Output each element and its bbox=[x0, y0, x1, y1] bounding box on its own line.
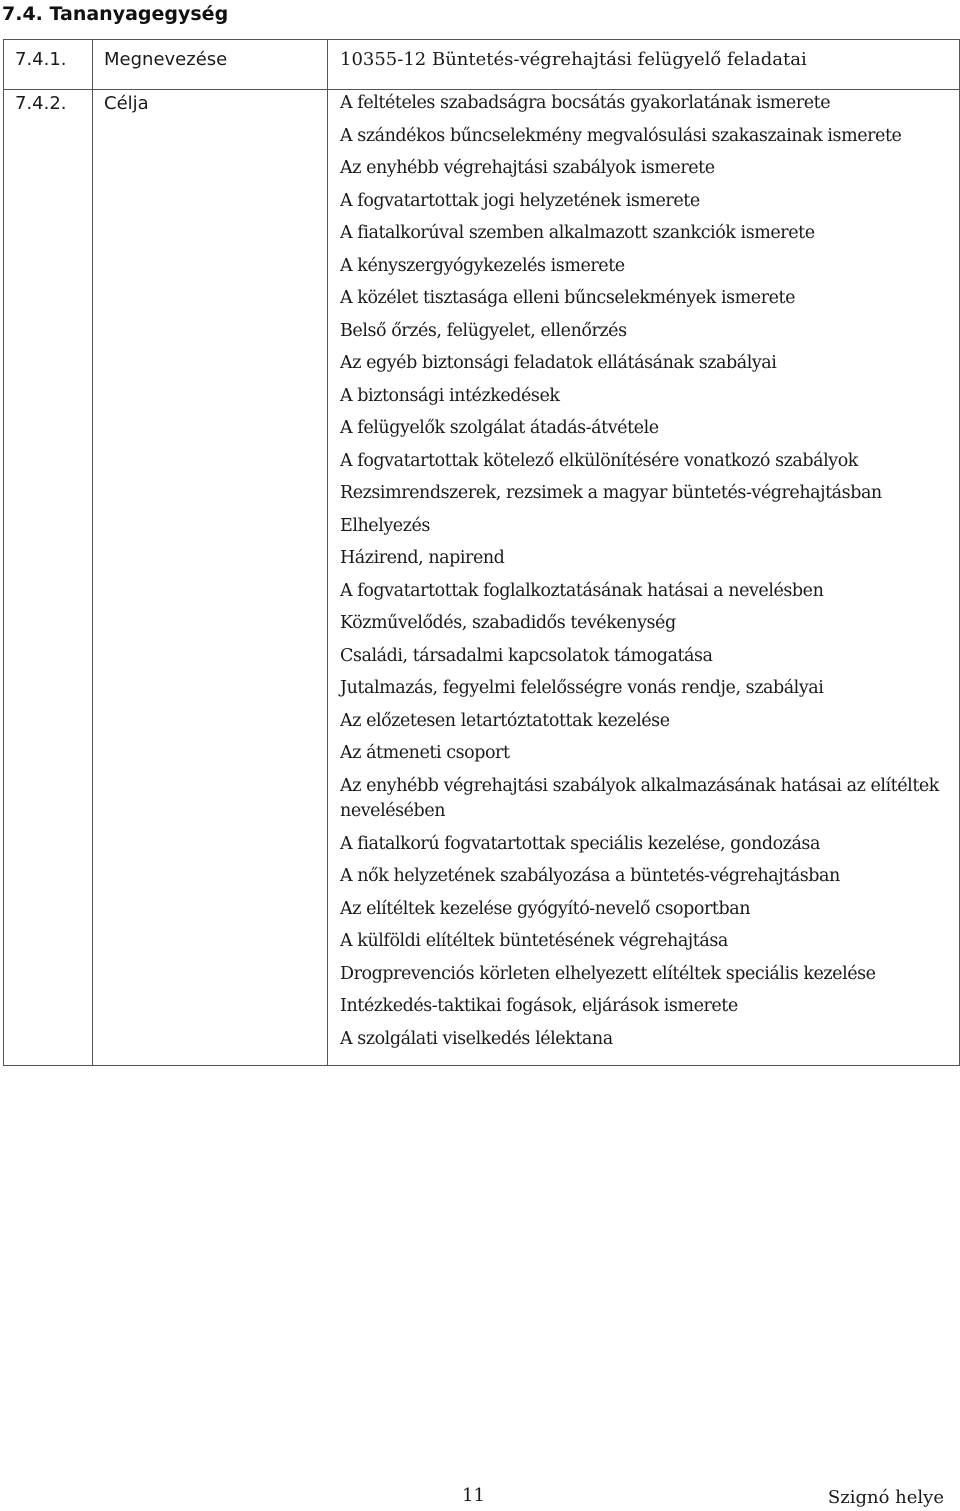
list-item: Jutalmazás, fegyelmi felelősségre vonás rendje, szabályai bbox=[340, 678, 824, 698]
list-item: Házirend, napirend bbox=[340, 548, 505, 568]
list-item: Intézkedés-taktikai fogások, eljárások ismerete bbox=[340, 996, 738, 1016]
row-number: 7.4.1. bbox=[4, 40, 93, 90]
list-item: A fogvatartottak kötelező elkülönítésére vonatkozó szabályok bbox=[340, 450, 858, 471]
list-item: A szolgálati viselkedés lélektana bbox=[340, 1028, 613, 1049]
list-item: A fiatalkorúval szemben alkalmazott szankciók ismerete bbox=[340, 223, 815, 243]
list-item: Közművelődés, szabadidős tevékenység bbox=[340, 613, 676, 633]
list-item: A kényszergyógykezelés ismerete bbox=[340, 255, 625, 276]
list-item: A felügyelők szolgálat átadás-átvétele bbox=[340, 418, 659, 438]
list-item: A fogvatartottak jogi helyzetének ismerete bbox=[340, 190, 700, 211]
list-item: A fiatalkorú fogvatartottak speciális kezelése, gondozása bbox=[340, 833, 820, 854]
list-item: Családi, társadalmi kapcsolatok támogatása bbox=[340, 645, 713, 666]
page-number: 11 bbox=[462, 1485, 485, 1506]
list-item: Rezsimrendszerek, rezsimek a magyar büntetés-végrehajtásban bbox=[340, 483, 882, 503]
list-item: A külföldi elítéltek büntetésének végrehajtása bbox=[340, 931, 728, 951]
goal-list-cell bbox=[328, 90, 960, 1066]
list-item: Az előzetesen letartóztatottak kezelése bbox=[340, 710, 670, 731]
list-item: Az elítéltek kezelése gyógyító-nevelő csoportban bbox=[340, 898, 751, 919]
list-item: A biztonsági intézkedések bbox=[340, 385, 560, 406]
list-item: Az enyhébb végrehajtási szabályok alkalmazásának hatásai az elítéltek nevelésében bbox=[340, 775, 939, 821]
list-item: A fogvatartottak foglalkoztatásának hatásai a nevelésben bbox=[340, 580, 824, 601]
table-row-goal bbox=[4, 90, 960, 1066]
row-number: 7.4.2. bbox=[4, 90, 93, 1066]
list-item: Drogprevenciós körleten elhelyezett elítéltek speciális kezelése bbox=[340, 963, 876, 984]
list-item: A szándékos bűncselekmény megvalósulási szakaszainak ismerete bbox=[340, 125, 902, 146]
list-item: Az egyéb biztonsági feladatok ellátásának szabályai bbox=[340, 353, 777, 373]
goal-list bbox=[340, 91, 953, 1052]
signature-label: Szignó helye bbox=[827, 1487, 944, 1508]
row-label: Célja bbox=[93, 90, 328, 1066]
list-item: A feltételes szabadságra bocsátás gyakorlatának ismerete bbox=[340, 93, 831, 113]
info-table bbox=[3, 39, 960, 1066]
list-item: A nők helyzetének szabályozása a büntetés-végrehajtásban bbox=[340, 866, 840, 886]
list-item: Belső őrzés, felügyelet, ellenőrzés bbox=[340, 320, 627, 341]
list-item: Az enyhébb végrehajtási szabályok ismerete bbox=[340, 158, 715, 178]
row-value: 10355-12 Büntetés-végrehajtási felügyelő feladatai bbox=[328, 40, 960, 90]
section-title: 7.4. Tananyagegység bbox=[2, 3, 229, 25]
list-item: Elhelyezés bbox=[340, 515, 430, 536]
row-label: Megnevezése bbox=[93, 40, 328, 90]
table-row-name bbox=[4, 40, 960, 90]
list-item: Az átmeneti csoport bbox=[340, 743, 510, 763]
list-item: A közélet tisztasága elleni bűncselekmények ismerete bbox=[340, 288, 796, 308]
